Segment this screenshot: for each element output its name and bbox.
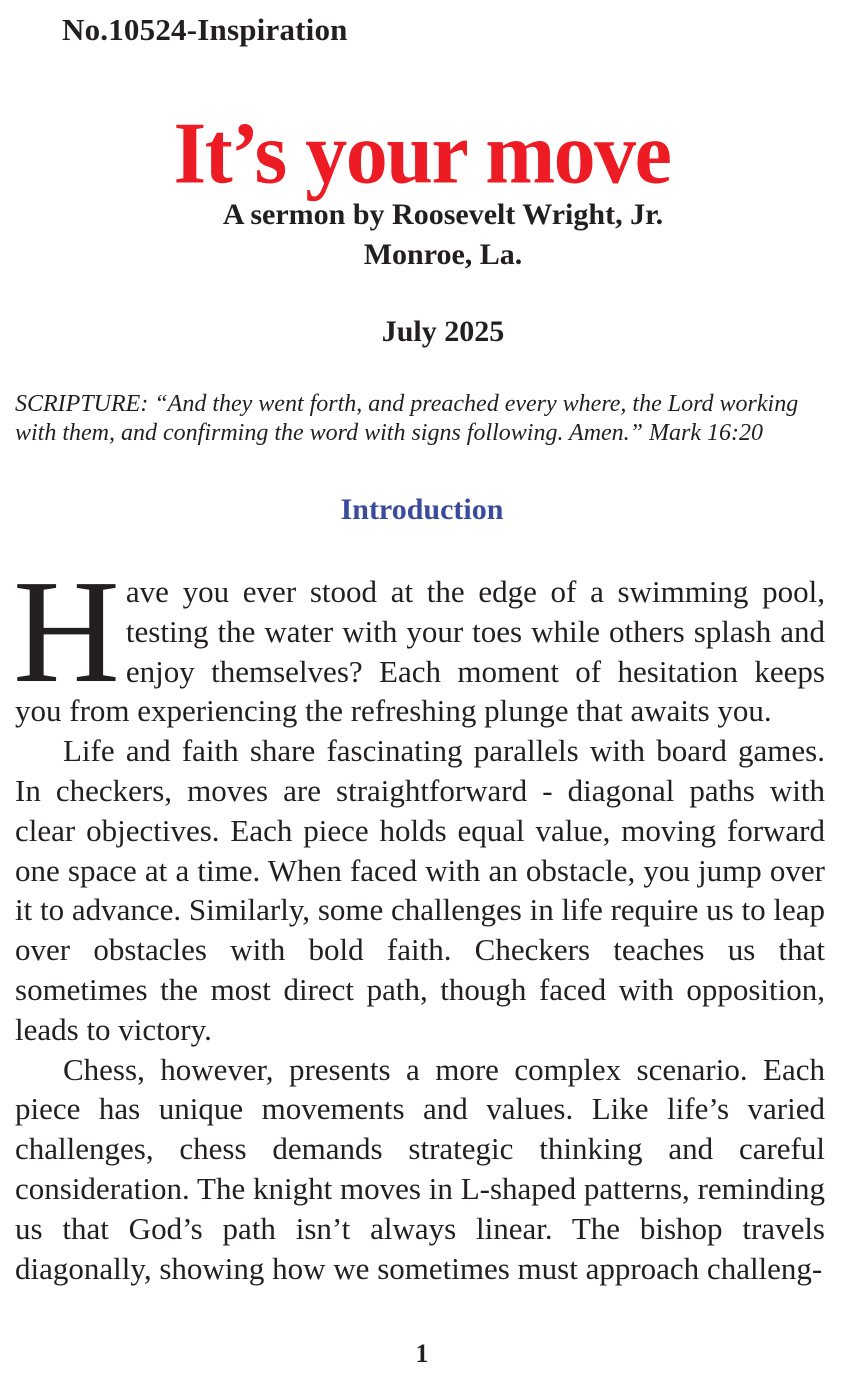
body-text (13, 550, 825, 1288)
location-line: Monroe, La. (363, 238, 523, 271)
paragraph-1-text: ave you ever stood at the edge of a swimming pool, testing the water with your toes while others splash and enjoy themselves? Each moment of hesitation keeps you from experiencing the refreshing plunge that awaits you. (15, 574, 825, 729)
date-line: July 2025 (381, 315, 505, 348)
author-line: A sermon by Roosevelt Wright, Jr. (222, 198, 664, 231)
issue-number: No.10524-Inspiration (62, 12, 348, 47)
scripture-quote: SCRIPTURE: “And they went forth, and preached every where, the Lord working with them, and confirming the word with signs following. Amen.” Mark 16:20 (15, 391, 799, 446)
sermon-title: It’s your move (173, 104, 671, 203)
section-heading: Introduction (340, 493, 504, 526)
paragraph-2: Life and faith share fascinating parallels with board games. In checkers, moves are straightforward - diagonal paths with clear objectives. Each piece holds equal value, moving forward one space at a time. When faced with an obstacle, you jump over it to advance. Similarly, some challenges in life require us to leap over obstacles with bold faith. Checkers teaches us that sometimes the most direct path, though faced with opposition, leads to victory. (15, 733, 825, 1047)
paragraph-1 (13, 550, 825, 731)
page-number: 1 (415, 1339, 429, 1368)
drop-cap: H (13, 550, 120, 714)
paragraph-3: Chess, however, presents a more complex scenario. Each piece has unique movements and values. Like life’s varied challenges, chess demands strategic thinking and careful consideration. The knight moves in L-shaped patterns, reminding us that God’s path isn’t always linear. The bishop travels diagonally, showing how we sometimes must approach challeng- (15, 1051, 825, 1286)
